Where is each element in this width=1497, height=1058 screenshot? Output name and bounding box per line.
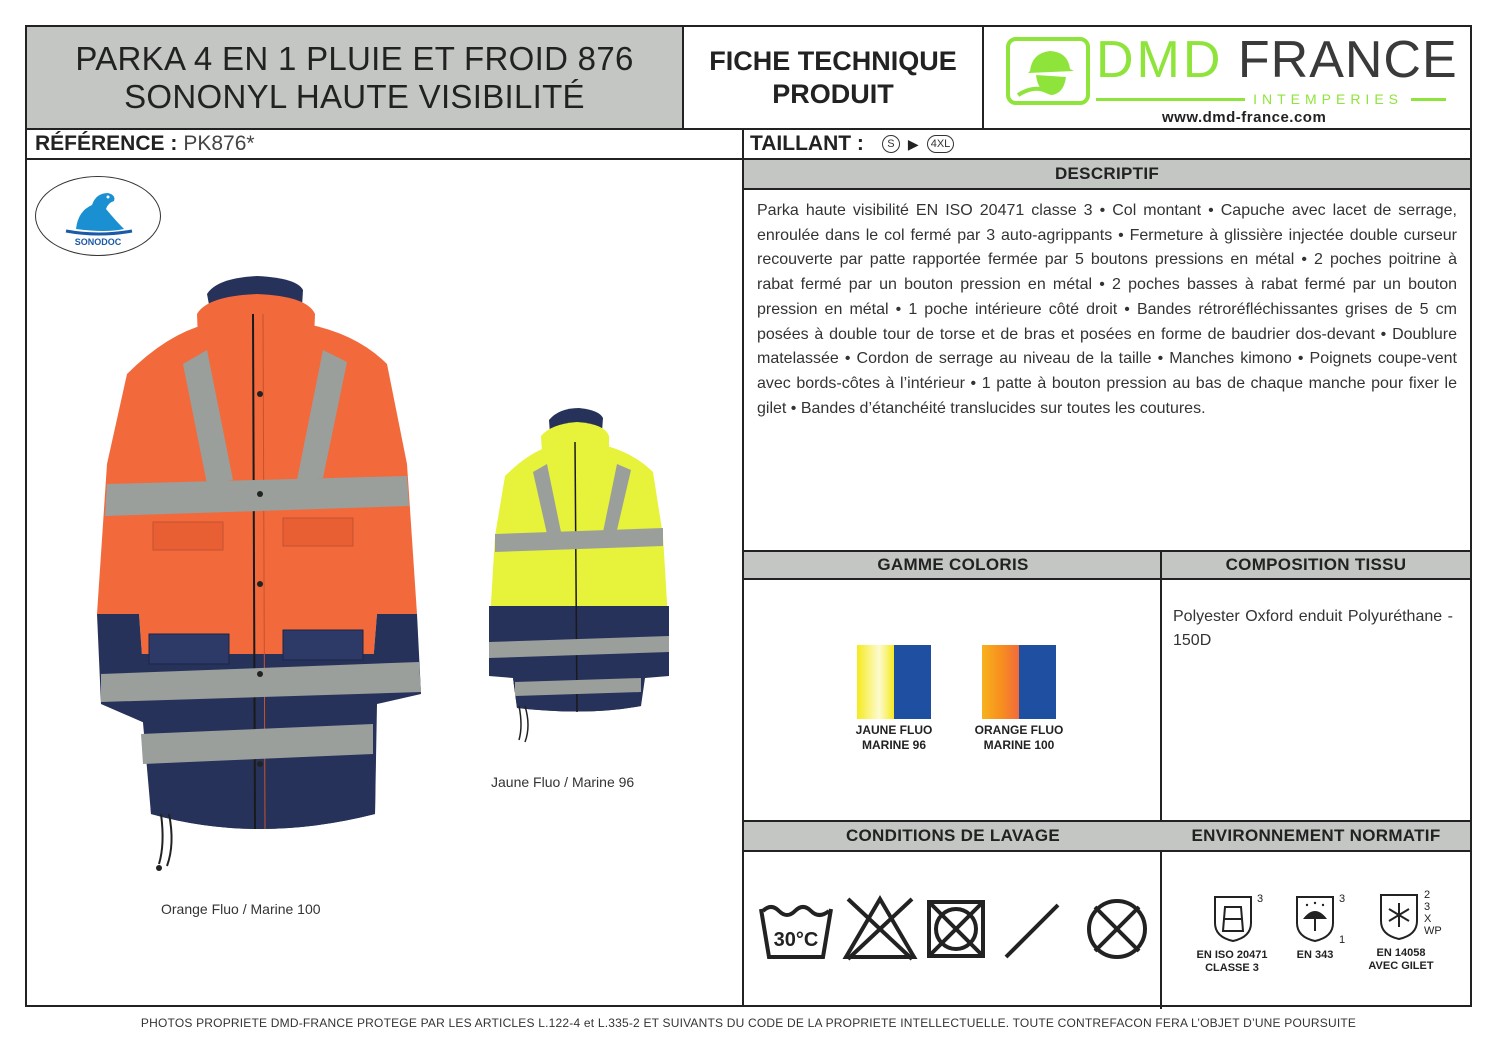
norm-14058-num1: 2 <box>1424 889 1431 901</box>
caption-orange: Orange Fluo / Marine 100 <box>161 901 321 917</box>
lavage-heading: CONDITIONS DE LAVAGE <box>744 820 1162 852</box>
norm-343-label <box>1285 949 1345 962</box>
swatch-orange-line2: MARINE 100 <box>983 738 1055 752</box>
reference-row <box>27 130 744 160</box>
logo-wordmark <box>1096 29 1458 91</box>
logo-france: FRANCE <box>1237 31 1458 89</box>
wash-30-icon <box>757 899 835 963</box>
hi-vis-shield-icon <box>1211 893 1255 943</box>
sonodoc-label: SONODOC <box>74 237 122 247</box>
norm-14058-num4: WP <box>1424 925 1442 937</box>
swatch-orange-label <box>954 723 1084 753</box>
product-title-line1: PARKA 4 EN 1 PLUIE ET FROID 876 <box>75 39 634 77</box>
product-images <box>27 160 744 1007</box>
logo-line-right <box>1411 98 1446 101</box>
norm-343-num2: 1 <box>1339 934 1346 946</box>
norm-20471-line2: CLASSE 3 <box>1205 962 1259 974</box>
no-tumble-dry-icon <box>926 899 986 959</box>
composition-heading: COMPOSITION TISSU <box>1162 550 1470 580</box>
norm-343-line1: EN 343 <box>1296 949 1334 961</box>
taillant-label: TAILLANT : <box>750 132 864 155</box>
norm-14058-line2: AVEC GILET <box>1368 960 1434 972</box>
logo-line-left <box>1096 98 1245 101</box>
worker-helmet-icon <box>1006 35 1090 107</box>
brand-logo <box>984 27 1470 130</box>
norm-20471-label <box>1187 949 1277 975</box>
seal-icon <box>36 181 162 241</box>
reference-label: RÉFÉRENCE : <box>35 132 178 155</box>
rain-shield-icon <box>1293 893 1337 943</box>
swatch-jaune <box>857 645 931 719</box>
norm-14058-num3: X <box>1424 913 1432 925</box>
norm-343-num1: 3 <box>1339 893 1346 905</box>
swatch-jaune-line1: JAUNE FLUO <box>855 723 933 737</box>
norm-20471-line1: EN ISO 20471 <box>1196 949 1268 961</box>
norm-14058-num2: 3 <box>1424 901 1431 913</box>
norm-14058-line1: EN 14058 <box>1376 947 1426 959</box>
product-title-line2: SONONYL HAUTE VISIBILITÉ <box>124 77 585 115</box>
normatif-heading: ENVIRONNEMENT NORMATIF <box>1162 820 1470 852</box>
technical-sheet <box>25 25 1472 1007</box>
no-bleach-icon <box>842 895 918 961</box>
taillant-row <box>744 130 1470 160</box>
fiche-title-line1: FICHE TECHNIQUE <box>709 45 957 76</box>
caption-yellow: Jaune Fluo / Marine 96 <box>491 774 635 790</box>
norm-20471-num: 3 <box>1257 893 1264 905</box>
logo-dmd: DMD <box>1096 31 1224 89</box>
cold-shield-icon <box>1377 891 1421 941</box>
size-min: S <box>882 135 900 153</box>
product-title <box>27 27 684 130</box>
logo-url[interactable]: www.dmd-france.com <box>1162 109 1327 126</box>
arrow-right-icon: ▶ <box>907 135 919 152</box>
logo-subline <box>1096 93 1446 105</box>
size-max: 4XL <box>927 135 955 153</box>
orange-parka-image <box>57 254 437 874</box>
logo-sub: INTEMPERIES <box>1253 91 1403 107</box>
fiche-title <box>684 27 984 130</box>
swatch-jaune-line2: MARINE 96 <box>861 738 926 752</box>
fiche-title-line2: PRODUIT <box>772 78 894 109</box>
swatch-orange-line1: ORANGE FLUO <box>974 723 1064 737</box>
no-dry-clean-icon <box>1085 897 1149 961</box>
reference-value: PK876* <box>183 132 255 155</box>
swatch-jaune-label <box>829 723 959 753</box>
yellow-parka-image <box>469 406 679 746</box>
swatch-orange <box>982 645 1056 719</box>
no-iron-icon <box>1002 901 1062 961</box>
sonodoc-logo <box>35 176 161 256</box>
divider-vertical <box>1160 550 1162 1009</box>
norm-14058-label <box>1361 947 1441 973</box>
descriptif-heading: DESCRIPTIF <box>744 160 1470 190</box>
wash-temp: 30°C <box>773 929 819 951</box>
coloris-heading: GAMME COLORIS <box>744 550 1162 580</box>
descriptif-text: Parka haute visibilité EN ISO 20471 classe 3 • Col montant • Capuche avec lacet de serrage, enroulée dans le col fermé par 3 auto-agrippants • Fermeture à glissière injectée double curseur recouverte par patte rapportée fermée par 5 boutons pressions en métal • 2 poches poitrine à rabat fermé par un bouton pression en métal • 2 poches basses à rabat fermé par un bouton pression en métal • 1 poche intérieure côté droit • Bandes rétroréfléchissantes grises de 5 cm posées à double tour de torse et de bras et posées en forme de baudrier dos-devant • Doublure matelassée • Cordon de serrage au niveau de la taille • Manches kimono • Poignets coupe-vent avec bords-côtes à l’intérieur • 1 patte à bouton pression au bas de chaque manche pour fixer le gilet • Bandes d’étanchéité translucides sur toutes les coutures. <box>757 202 1457 417</box>
copyright-footer: PHOTOS PROPRIETE DMD-FRANCE PROTEGE PAR LES ARTICLES L.122-4 et L.335-2 ET SUIVANTS DU CODE DE LA PROPRIETE INTELLECTUELLE. TOUTE CONTREFACON FERA L’OBJET D’UNE POURSUITE <box>140 1016 1357 1030</box>
composition-text: Polyester Oxford enduit Polyuréthane - 150D <box>1173 608 1453 649</box>
